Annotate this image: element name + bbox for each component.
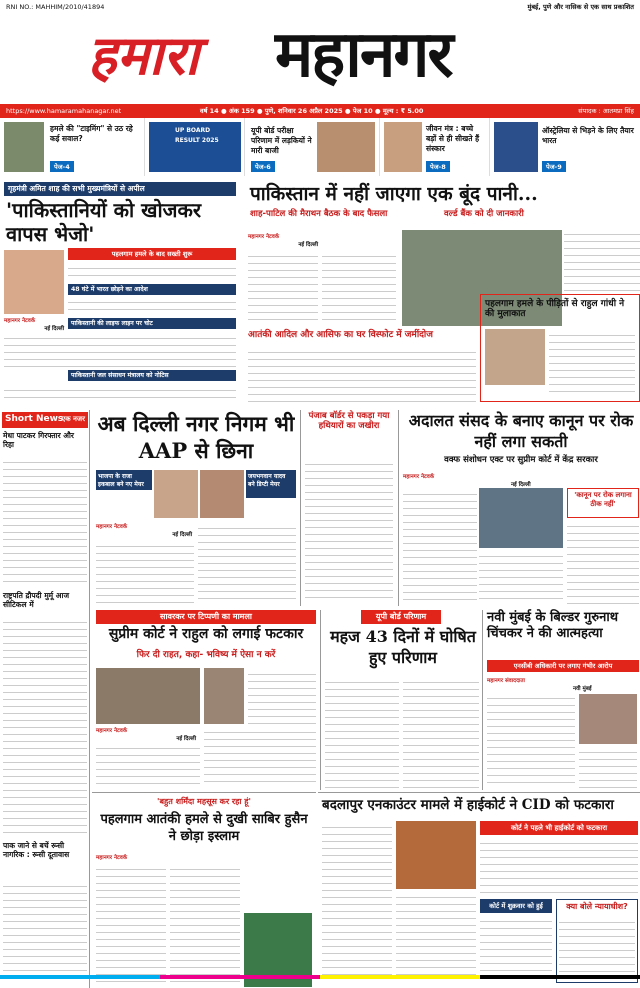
teaser-page: पेज-8	[426, 161, 450, 172]
rahul-photo	[485, 329, 545, 385]
builder-photo	[579, 694, 637, 744]
short-news-header	[2, 412, 88, 428]
rahul-kicker: सावरकर पर टिप्पणी का मामला	[96, 610, 316, 624]
builder-sub: एनसीबी अधिकारी पर लगाए गंभीर आरोप	[487, 660, 639, 672]
court-text	[403, 488, 477, 604]
water-story-head	[244, 180, 640, 226]
court-byline: महानगर नेटवर्क	[403, 474, 435, 480]
teaser-photo	[4, 122, 44, 172]
teaser-photo	[317, 122, 375, 172]
court-text	[479, 550, 563, 604]
badlapur-photo	[396, 821, 476, 889]
rahul-text	[204, 726, 316, 788]
upboard-kicker: यूपी बोर्ड परिणाम	[361, 610, 441, 624]
aadil-text	[248, 346, 476, 404]
website-link[interactable]: https://www.hamaramahanagar.net	[6, 107, 122, 115]
judge-box-text	[559, 916, 635, 980]
water-sub-right: वर्ल्ड बैंक को दी जानकारी	[444, 209, 524, 219]
lead-sub3: पाकिस्तानी की लाइफ लाइन पर चोट	[68, 318, 236, 329]
short-news-item[interactable]: पाक जाने से बचें रूसी नागरिक : रूसी दूतावास	[3, 841, 70, 859]
badlapur-text	[480, 915, 552, 981]
mcd-text	[198, 522, 296, 604]
masthead-hamara: हमारा	[88, 23, 200, 87]
short-news-item[interactable]: मेधा पाटकर गिरफ्तार और रिहा	[3, 431, 74, 449]
lead-dateline: नई दिल्ली	[44, 326, 64, 332]
sabir-text	[96, 863, 166, 987]
edition-tagline: मुंबई, पुणे और नासिक से एक साथ प्रकाशित	[527, 3, 634, 11]
badlapur-box-1: कोर्ट में शुक्रवार को हुई	[480, 899, 552, 913]
deputy-mayor-photo	[200, 470, 244, 518]
water-text	[322, 250, 396, 326]
lead-sub4: पाकिस्तानी जल संसाधन मंत्रालय को नोटिस	[68, 370, 236, 381]
issue-info: वर्ष 14 ● अंक 159 ● पुणे, शनिवार 26 अप्रैल 2025 ● पेज 10 ● मूल्य : ₹ 5.00	[200, 107, 424, 115]
water-text	[248, 250, 318, 326]
upboard-story	[320, 610, 480, 790]
teaser-title: UP BOARD RESULT 2025	[175, 127, 219, 144]
short-news-item[interactable]: राष्ट्रपति द्रौपदी मुर्मू आज सीटिकल में	[3, 591, 70, 609]
court-quote: 'कानून पर रोक लगाना ठीक नहीं'	[567, 488, 639, 518]
short-news-label2: एक नजर	[61, 415, 85, 423]
water-headline: पाकिस्तान में नहीं जाएगा एक बूंद पानी...	[250, 183, 538, 205]
rahul-meet-box	[480, 294, 640, 402]
teaser-page: पेज-4	[50, 161, 74, 172]
rni-number: RNI NO.: MAHHIM/2010/41894	[6, 3, 105, 11]
punjab-text	[305, 458, 393, 604]
badlapur-box-2: कोर्ट ने पहले भी हाईकोर्ट को फटकारा	[480, 821, 638, 835]
teaser-1[interactable]	[0, 118, 145, 176]
punjab-story	[300, 410, 396, 606]
lead-sub1: पहलगाम हमले के बाद सख्ती शुरू	[68, 248, 236, 260]
teaser-title: यूपी बोर्ड परीक्षा परिणाम में लड़कियों ने मारी बाजी	[251, 126, 312, 155]
builder-dateline: नवी मुंबई	[573, 686, 592, 692]
water-dateline: नई दिल्ली	[298, 242, 318, 248]
lead-story	[0, 180, 240, 406]
mcd-dateline: नई दिल्ली	[172, 532, 192, 538]
teaser-title: हमले की "टाइमिंग" से उठ रहे कई सवाल?	[50, 124, 133, 143]
mcd-caption-1: भाजपा के राजा इकबाल बने नए मेयर	[96, 470, 152, 490]
short-news-text	[3, 616, 87, 836]
aadil-headline: आतंकी आदिल और आसिफ का घर विस्फोट में जमींदोज	[248, 330, 433, 340]
teaser-2[interactable]	[145, 118, 245, 176]
sabir-headline: पहलगाम आतंकी हमले से दुखी साबिर हुसैन ने छोड़ा इस्लाम	[100, 812, 308, 844]
water-text-left	[244, 228, 400, 328]
info-bar	[0, 104, 640, 118]
water-text	[564, 228, 640, 292]
lead-text	[68, 262, 236, 282]
lead-sub2: 48 घंटे में भारत छोड़ने का आदेश	[68, 284, 236, 295]
mcd-byline: महानगर नेटवर्क	[96, 524, 128, 530]
rahul-story	[92, 610, 318, 790]
teaser-title: जीवन मंत्र : बच्चे बड़ों से ही सीखते हैं संस्कार	[426, 124, 480, 153]
short-news-text	[3, 880, 87, 984]
sabir-story	[92, 792, 316, 988]
upboard-text	[403, 676, 479, 788]
rahul-dateline: नई दिल्ली	[176, 736, 196, 742]
teaser-3[interactable]	[245, 118, 380, 176]
rahul-text	[96, 742, 200, 788]
court-text	[567, 520, 639, 604]
mayor-photo	[154, 470, 198, 518]
box-text	[549, 329, 635, 397]
sabir-text	[170, 863, 240, 987]
mcd-headline: अब दिल्ली नगर निगम भी AAP से छिना	[97, 411, 295, 463]
short-news-label: Short News	[5, 414, 64, 424]
court-story	[398, 410, 640, 606]
savarkar-photo	[204, 668, 244, 724]
short-news-text	[3, 456, 87, 586]
lead-headline: 'पाकिस्तानियों को खोजकर वापस भेजो'	[6, 198, 202, 246]
mcd-text	[96, 540, 194, 604]
amit-shah-photo	[4, 250, 64, 314]
water-sub-left: शाह-पाटिल की मैराथन बैठक के बाद फैसला	[250, 209, 388, 219]
judge-box-title: क्या बोले न्यायाधीश?	[566, 902, 628, 911]
court-sub: वक्फ संशोधन एक्ट पर सुप्रीम कोर्ट में केंद्र सरकार	[444, 455, 598, 465]
lead-text	[4, 384, 236, 404]
punjab-headline: पंजाब बॉर्डर से पकड़ा गया हथियारों का जखीरा	[308, 411, 390, 431]
color-registration-bar	[0, 975, 640, 979]
teaser-5[interactable]	[490, 118, 640, 176]
rahul-sub: फिर दी राहत, कहा- भविष्य में ऐसा न करें	[136, 650, 276, 660]
short-news-column	[0, 410, 90, 988]
rahul-headline: सुप्रीम कोर्ट ने राहुल को लगाई फटकार	[108, 626, 304, 642]
builder-text	[487, 692, 575, 788]
editor-name: संपादक : आतमप्रा सिंह	[578, 107, 634, 115]
teaser-page: पेज-9	[542, 161, 566, 172]
teaser-photo	[384, 122, 422, 172]
masthead-mahanagar: महानगर	[275, 17, 452, 92]
badlapur-story	[318, 792, 640, 988]
masthead	[0, 14, 640, 104]
top-line	[0, 0, 640, 14]
badlapur-text	[480, 837, 638, 897]
aadil-story	[244, 330, 478, 406]
water-byline: महानगर नेटवर्क	[248, 234, 280, 240]
lead-text	[4, 332, 236, 368]
builder-headline: नवी मुंबई के बिल्डर गुरुनाथ चिंचकर ने की आत्महत्या	[487, 610, 619, 641]
upboard-text	[325, 676, 399, 788]
lead-byline: महानगर नेटवर्क	[4, 318, 36, 324]
court-headline: अदालत संसद के बनाए कानून पर रोक नहीं लगा सकती	[408, 411, 634, 451]
lead-text	[68, 296, 236, 316]
rahul-byline: महानगर नेटवर्क	[96, 728, 128, 734]
builder-story	[482, 610, 640, 790]
teaser-page: पेज-6	[251, 161, 275, 172]
rahul-meet-title: पहलगाम हमले के पीड़ितों से राहुल गांधी ने की मुलाकात	[485, 299, 625, 320]
builder-byline: महानगर संवाददाता	[487, 678, 525, 684]
badlapur-headline: बदलापुर एनकाउंटर मामले में हाईकोर्ट ने CID को फटकारा	[322, 797, 614, 813]
waqf-photo	[479, 488, 563, 548]
mcd-caption-2: जयभगवान यादव बने डिप्टी मेयर	[246, 470, 296, 498]
badlapur-text	[396, 891, 476, 981]
teaser-strip	[0, 118, 640, 176]
lead-kicker: गृहमंत्री अमित शाह की सभी मुख्यमंत्रियों से अपील	[4, 182, 236, 196]
teaser-photo	[494, 122, 538, 172]
court-dateline: नई दिल्ली	[511, 482, 531, 488]
rahul-text	[248, 668, 316, 724]
mcd-story	[92, 410, 298, 606]
upboard-headline: महज 43 दिनों में घोषित हुए परिणाम	[330, 627, 476, 667]
teaser-title: ऑस्ट्रेलिया से भिड़ने के लिए तैयार भारत	[542, 126, 634, 145]
builder-text	[579, 746, 637, 788]
sabir-kicker: 'बहुत शर्मिंदा महसूस कर रहा हूं'	[157, 797, 251, 806]
supreme-court-photo	[96, 668, 200, 724]
sabir-byline: महानगर नेटवर्क	[96, 855, 128, 861]
teaser-4[interactable]	[380, 118, 490, 176]
judge-box	[556, 899, 638, 983]
badlapur-text	[322, 821, 392, 981]
